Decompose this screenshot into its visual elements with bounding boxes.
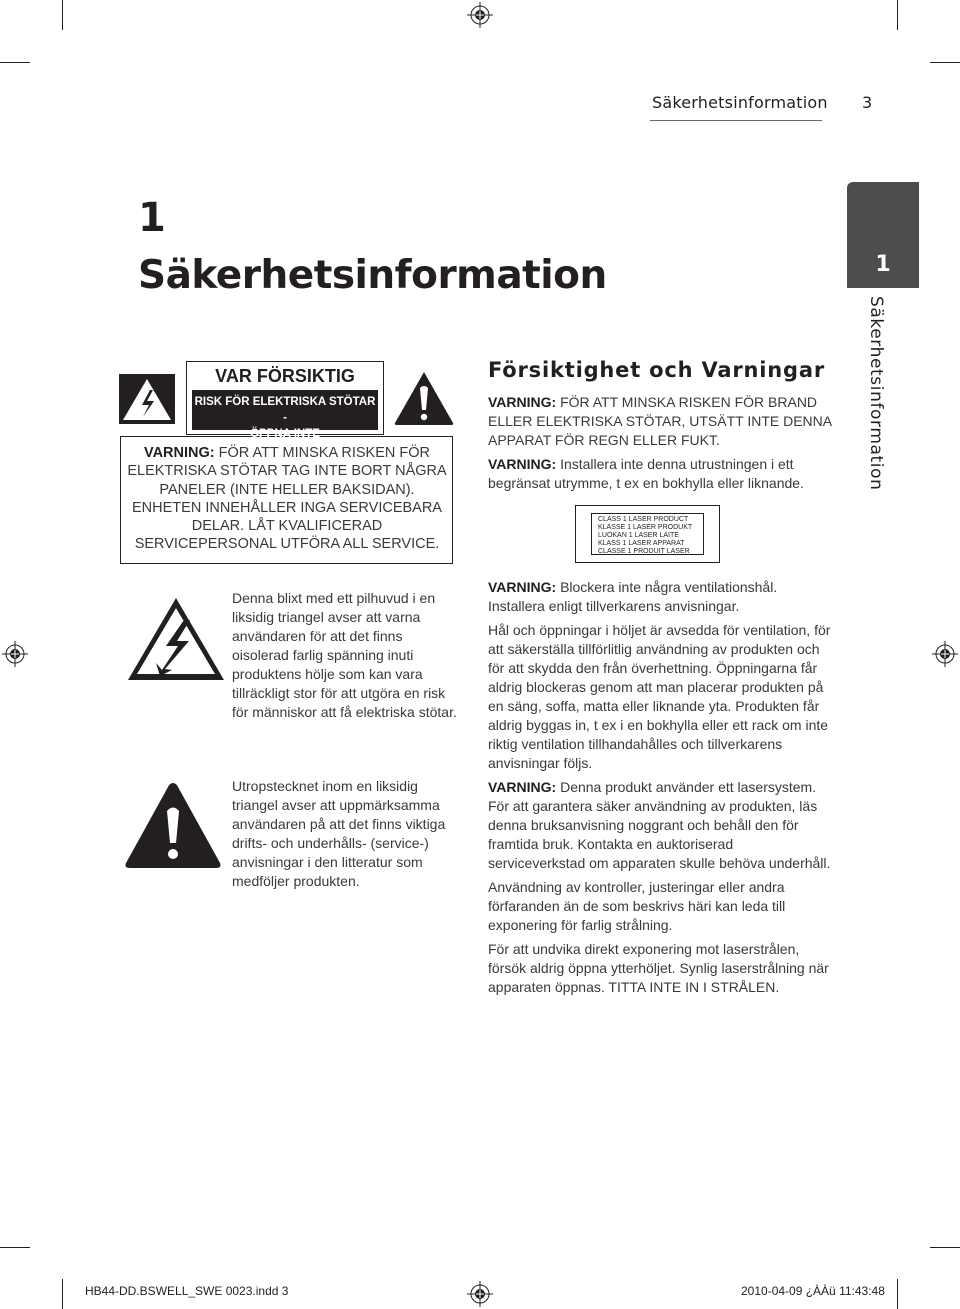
crop-mark (62, 0, 63, 30)
warning-paragraph (488, 393, 833, 450)
footer-file-name: HB44-DD.BSWELL_SWE 0023.indd 3 (85, 1284, 289, 1298)
warning-paragraph (488, 578, 833, 616)
warning-body: Installera inte denna utrustningen i ett begränsat utrymme, t ex en bokhylla eller liknande. (488, 456, 804, 491)
crop-mark (897, 1279, 898, 1309)
header-rule (650, 120, 822, 121)
crop-mark (930, 1247, 960, 1248)
laser-label-line: KLASSE 1 LASER PRODUKT (598, 524, 693, 531)
page-number: 3 (862, 93, 873, 112)
warning-label: VARNING: (488, 779, 557, 795)
caution-warning-text (126, 444, 448, 554)
caution-subtitle-line: RISK FÖR ELEKTRISKA STÖTAR - (194, 396, 376, 424)
caution-subtitle-line: ÖPPNA INTE (250, 428, 320, 440)
lightning-triangle-icon (126, 596, 226, 682)
body-paragraph: För att undvika direkt exponering mot laserstrålen, försök aldrig öppna ytterhöljet. Synlig laserstrålning när apparaten öppnas. TITTA INTE IN I STRÅLEN. (488, 941, 829, 995)
body-paragraph: Hål och öppningar i höljet är avsedda för ventilation, för att säkerställa tillförlitlig användning av produkten och för att skydda den från överhettning. Öppningarna får aldrig blockeras genom att man placerar produkten på en säng, soffa, matta eller liknande yta. Produkten får aldrig byggas in, t ex i en bokhylla eller ett rack om inte riktig ventilation tillhandahålles och tillverkarens anvisningar följs. (488, 622, 831, 771)
footer-timestamp: 2010-04-09 ¿ÀÀü 11:43:48 (741, 1284, 885, 1298)
body-paragraph: Användning av kontroller, justeringar eller andra förfaranden än de som beskrivs häri kan leda till exponering för farlig strålning. (488, 879, 786, 933)
warning-body: FÖR ATT MINSKA RISKEN FÖR BRAND ELLER ELEKTRISKA STÖTAR, UTSÄTT INTE DENNA APPARAT FÖR REGN ELLER FUKT. (488, 394, 832, 448)
crop-mark (62, 1279, 63, 1309)
warning-paragraph (488, 455, 833, 493)
crop-mark (0, 1247, 30, 1248)
warning-block-bottom (488, 578, 833, 1002)
running-header-title: Säkerhetsinformation (652, 93, 828, 112)
caution-title: VAR FÖRSIKTIG (215, 366, 355, 386)
warning-body: Blockera inte några ventilationshål. Installera enligt tillverkarens anvisningar. (488, 579, 778, 614)
chapter-title: Säkerhetsinformation (138, 253, 607, 298)
side-tab-number: 1 (875, 252, 891, 277)
section-title: Försiktighet och Varningar (488, 358, 825, 382)
laser-label-line: LUOKAN 1 LASER LAITE (598, 532, 679, 539)
crop-mark (897, 0, 898, 30)
laser-label-line: KLASS 1 LASER APPARAT (598, 540, 685, 547)
crop-mark (0, 62, 30, 63)
warning-body: FÖR ATT MINSKA RISKEN FÖR ELEKTRISKA STÖTAR TAG INTE BORT NÅGRA PANELER (INTE HELLER BAKSIDAN). ENHETEN INNEHÅLLER INGA SERVICEBARA DELAR. LÅT KVALIFICERAD SERVICEPERSONAL UTFÖRA ALL SERVICE. (127, 445, 447, 553)
registration-mark-icon (467, 1281, 493, 1307)
side-tab-label: Säkerhetsinformation (866, 296, 886, 491)
exclamation-triangle-icon (123, 781, 223, 871)
registration-mark-icon (2, 641, 28, 667)
chapter-number: 1 (138, 195, 166, 241)
lightning-symbol-description: Denna blixt med ett pilhuvud i en liksidig triangel avser att varna användaren för att det finns oisolerad farlig spänning inuti produktens hölje som kan vara tillräckligt stor för att utgöra en risk för människor att få elektriska stötar. (232, 590, 457, 720)
chapter-side-tab (847, 182, 919, 288)
warning-label: VARNING: (143, 445, 215, 461)
laser-label-line: CLASSE 1 PRODUIT LASER (598, 548, 690, 555)
caution-subtitle (192, 390, 378, 440)
lightning-warning-icon (119, 374, 175, 424)
warning-label: VARNING: (488, 394, 557, 410)
laser-label-inner (591, 513, 704, 555)
laser-class-label (575, 505, 720, 563)
exclamation-symbol-description: Utropstecknet inom en liksidig triangel avser att uppmärksamma användaren på att det finns viktiga drifts- och underhålls- (service-) anvisningar i den litteratur som medföljer produkten. (232, 778, 446, 889)
laser-label-line: CLASS 1 LASER PRODUCT (598, 516, 689, 523)
warning-paragraph (488, 778, 833, 873)
warning-body: Denna produkt använder ett lasersystem. För att garantera säker användning av produkten, läs denna bruksanvisning noggrant och behåll den för framtida bruk. Kontakta en auktoriserad serviceverkstad om apparaten skulle behöva underhåll. (488, 779, 831, 871)
warning-label: VARNING: (488, 456, 557, 472)
registration-mark-icon (467, 2, 493, 28)
exclamation-warning-icon (393, 370, 455, 426)
registration-mark-icon (932, 641, 958, 667)
warning-label: VARNING: (488, 579, 557, 595)
crop-mark (930, 62, 960, 63)
warning-block-top (488, 393, 833, 498)
